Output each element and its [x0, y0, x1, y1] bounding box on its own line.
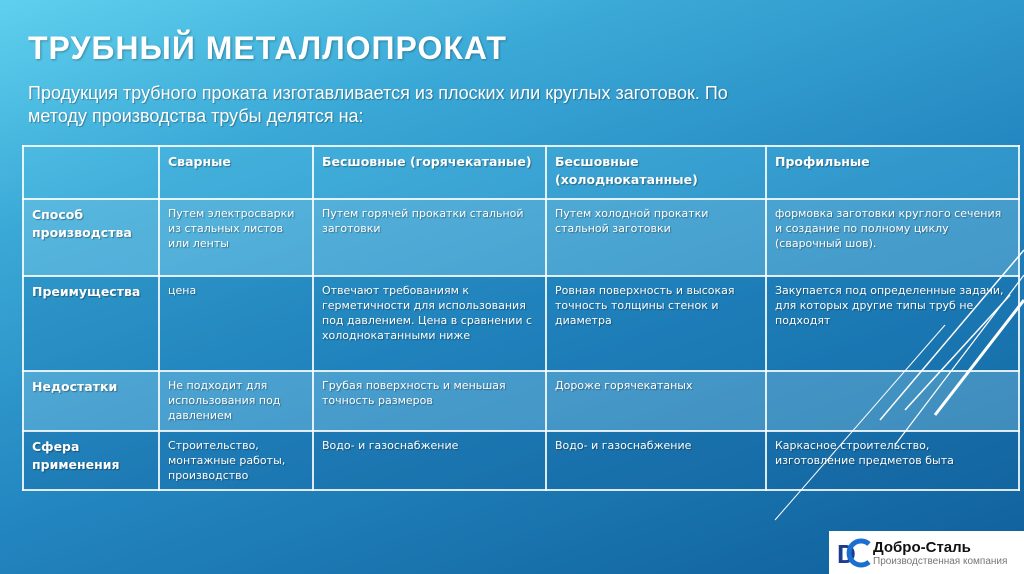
- table-cell: цена: [159, 276, 313, 371]
- table-cell: Не подходит для использования под давлением: [159, 371, 313, 431]
- header-cell: Бесшовные (холоднокатанные): [546, 146, 766, 199]
- table-cell: Закупается под определенные задачи, для которых другие типы труб не подходят: [766, 276, 1019, 371]
- table-cell: Путем горячей прокатки стальной заготовки: [313, 199, 546, 276]
- row-label: Преимущества: [23, 276, 159, 371]
- table-cell: [766, 371, 1019, 431]
- table-cell: Каркасное строительство, изготовление предметов быта: [766, 431, 1019, 490]
- svg-text:D: D: [837, 538, 856, 569]
- row-label: Способ производства: [23, 199, 159, 276]
- table-row: [23, 276, 1019, 371]
- table-cell: Грубая поверхность и меньшая точность размеров: [313, 371, 546, 431]
- table-cell: Строительство, монтажные работы, производство: [159, 431, 313, 490]
- table-cell: Путем электросварки из стальных листов или ленты: [159, 199, 313, 276]
- slide-title: ТРУБНЫЙ МЕТАЛЛОПРОКАТ: [28, 30, 507, 66]
- pipe-types-table: [22, 145, 1020, 491]
- logo-name: Добро-Сталь: [873, 538, 971, 556]
- table-cell: формовка заготовки круглого сечения и создание по полному циклу (сварочный шов).: [766, 199, 1019, 276]
- table-cell: Водо- и газоснабжение: [546, 431, 766, 490]
- company-logo: [829, 531, 1024, 574]
- row-label: Сфера применения: [23, 431, 159, 490]
- logo-mark-icon: [835, 536, 873, 570]
- row-label: Недостатки: [23, 371, 159, 431]
- header-cell: Сварные: [159, 146, 313, 199]
- table-cell: Дороже горячекатаных: [546, 371, 766, 431]
- header-cell: [23, 146, 159, 199]
- table-cell: Ровная поверхность и высокая точность толщины стенок и диаметра: [546, 276, 766, 371]
- table-cell: Водо- и газоснабжение: [313, 431, 546, 490]
- logo-tagline: Производственная компания: [873, 555, 1008, 567]
- header-cell: Профильные: [766, 146, 1019, 199]
- table-row: [23, 371, 1019, 431]
- slide-subtitle: Продукция трубного проката изготавливается из плоских или круглых заготовок. По методу производства трубы делятся на:: [28, 83, 728, 126]
- table-cell: Отвечают требованиям к герметичности для использования под давлением. Цена в сравнении с холоднокатанными ниже: [313, 276, 546, 371]
- table-row: [23, 199, 1019, 276]
- table-header-row: [23, 146, 1019, 199]
- header-cell: Бесшовные (горячекатаные): [313, 146, 546, 199]
- table-cell: Путем холодной прокатки стальной заготовки: [546, 199, 766, 276]
- table-row: [23, 431, 1019, 490]
